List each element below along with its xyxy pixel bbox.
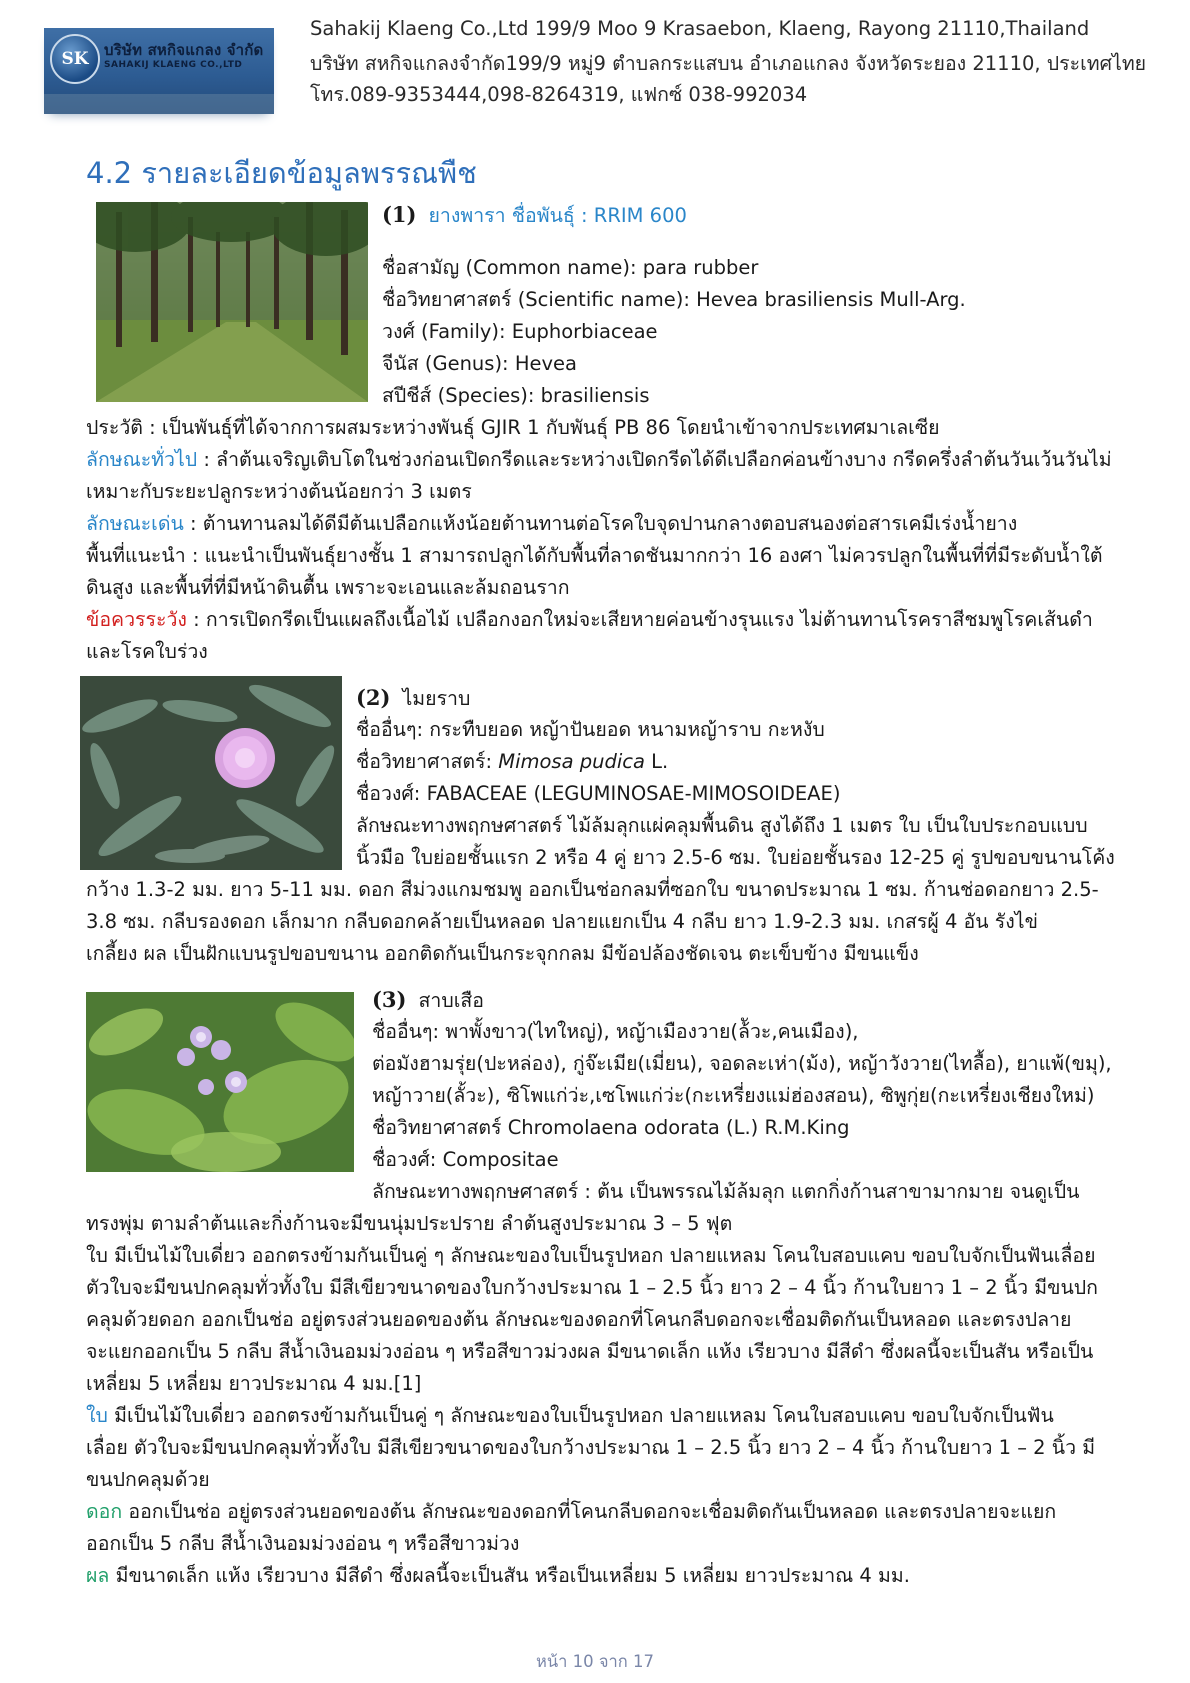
plant1-species: สปีชีส์ (Species): brasiliensis — [382, 384, 650, 407]
plant1-area: พื้นที่แนะนำ : แนะนำเป็นพันธุ์ยางชั้น 1 สามารถปลูกได้กับพื้นที่ลาดชันมากกว่า 16 องศา ไม่ควรปลูกในพื้นที่ที่มีระดับน้ำใต้ — [86, 544, 1103, 567]
plant2-scientific-name: ชื่อวิทยาศาสตร์: Mimosa pudica L. — [356, 750, 669, 773]
logo-emblem: SK — [50, 34, 100, 84]
plant1-heading: (1) ยางพารา ชื่อพันธุ์ : RRIM 600 — [382, 202, 687, 227]
header-address-th: บริษัท สหกิจแกลงจำกัด199/9 หมู่9 ตำบลกระแสบน อำเภอแกลง จังหวัดระยอง 21110, ประเทศไทย — [310, 52, 1147, 75]
plant1-common-name: ชื่อสามัญ (Common name): para rubber — [382, 256, 759, 279]
plant3-family: ชื่อวงศ์: Compositae — [372, 1148, 559, 1171]
plant1-scientific-name: ชื่อวิทยาศาสตร์ (Scientific name): Hevea brasiliensis Mull-Arg. — [382, 288, 966, 311]
plant3-other-names: ชื่ออื่นๆ: พาพั้งขาว(ไทใหญ่), หญ้าเมืองวาย(ล้ัวะ,คนเมือง), — [372, 1020, 859, 1043]
plant1-caution: ข้อควรระวัง : การเปิดกรีดเป็นแผลถึงเนื้อไม้ เปลือกงอกใหม่จะเสียหายค่อนข้างรุนแรง ไม่ต้านทานโรคราสีชมพูโรคเส้นดำ — [86, 608, 1093, 631]
plant3-heading: (3) สาบเสือ — [372, 987, 484, 1012]
page-number: หน้า 10 จาก 17 — [535, 1652, 655, 1671]
siam-weed-photo — [86, 992, 354, 1172]
plant1-genus: จีนัส (Genus): Hevea — [382, 352, 577, 375]
plant3-scientific-name: ชื่อวิทยาศาสตร์ Chromolaena odorata (L.) R.M.King — [372, 1116, 850, 1139]
header-phone: โทร.089-9353444,098-8264319, แฟกซ์ 038-992034 — [310, 83, 808, 106]
plant2-family: ชื่อวงศ์: FABACEAE (LEGUMINOSAE-MIMOSOIDEAE) — [356, 782, 841, 805]
plant2-heading: (2) ไมยราบ — [356, 685, 471, 710]
plant2-other-names: ชื่ออื่นๆ: กระทืบยอด หญ้าปันยอด หนามหญ้าราบ กะหงับ — [356, 718, 825, 741]
plant1-notable: ลักษณะเด่น : ต้านทานลมได้ดีมีต้นเปลือกแห้งน้อยต้านทานต่อโรคใบจุดปานกลางตอบสนองต่อสารเคมีเร่งน้ำยาง — [86, 512, 1018, 535]
rubber-plantation-photo — [96, 202, 368, 402]
company-logo — [44, 28, 274, 114]
plant1-general: ลักษณะทั่วไป : ลำต้นเจริญเติบโตในช่วงก่อนเปิดกรีดและระหว่างเปิดกรีดได้ดีเปลือกค่อนข้างบาง กรีดครึ่งลำต้นวันเว้นวันไม่ — [86, 448, 1112, 471]
logo-english-name: SAHAKIJ KLAENG CO.,LTD — [104, 60, 243, 70]
plant1-history: ประวัติ : เป็นพันธุ์ที่ได้จากการผสมระหว่างพันธุ์ GJIR 1 กับพันธุ์ PB 86 โดยนำเข้าจากประเทศมาเลเซีย — [86, 416, 940, 439]
plant1-family: วงศ์ (Family): Euphorbiaceae — [382, 320, 658, 343]
plant3-flower: ดอก ออกเป็นช่อ อยู่ตรงส่วนยอดของต้น ลักษณะของดอกที่โคนกลีบดอกจะเชื่อมติดกันเป็นหลอด และตรงปลายจะแยก — [86, 1500, 1057, 1523]
section-title: 4.2 รายละเอียดข้อมูลพรรณพืช — [86, 156, 477, 190]
header-address-en: Sahakij Klaeng Co.,Ltd 199/9 Moo 9 Krasaebon, Klaeng, Rayong 21110,Thailand — [310, 17, 1090, 40]
mimosa-photo — [80, 676, 342, 870]
plant3-leaf: ใบ มีเป็นไม้ใบเดี่ยว ออกตรงข้ามกันเป็นคู่ ๆ ลักษณะของใบเป็นรูปหอก ปลายแหลม โคนใบสอบแคบ ขอบใบจักเป็นฟัน — [86, 1404, 1054, 1427]
plant3-fruit: ผล มีขนาดเล็ก แห้ง เรียวบาง มีสีดำ ซึ่งผลนี้จะเป็นสัน หรือเป็นเหลี่ยม 5 เหลี่ยม ยาวประมาณ 4 มม. — [86, 1564, 910, 1587]
logo-thai-name: บริษัท สหกิจแกลง จำกัด — [104, 41, 264, 59]
plant3-desc: ลักษณะทางพฤกษศาสตร์ : ต้น เป็นพรรณไม้ล้มลุก แตกกิ่งก้านสาขามากมาย จนดูเป็น — [372, 1180, 1080, 1203]
plant2-desc: ลักษณะทางพฤกษศาสตร์ ไม้ล้มลุกแผ่คลุมพื้นดิน สูงได้ถึง 1 เมตร ใบ เป็นใบประกอบแบบ — [356, 814, 1088, 837]
